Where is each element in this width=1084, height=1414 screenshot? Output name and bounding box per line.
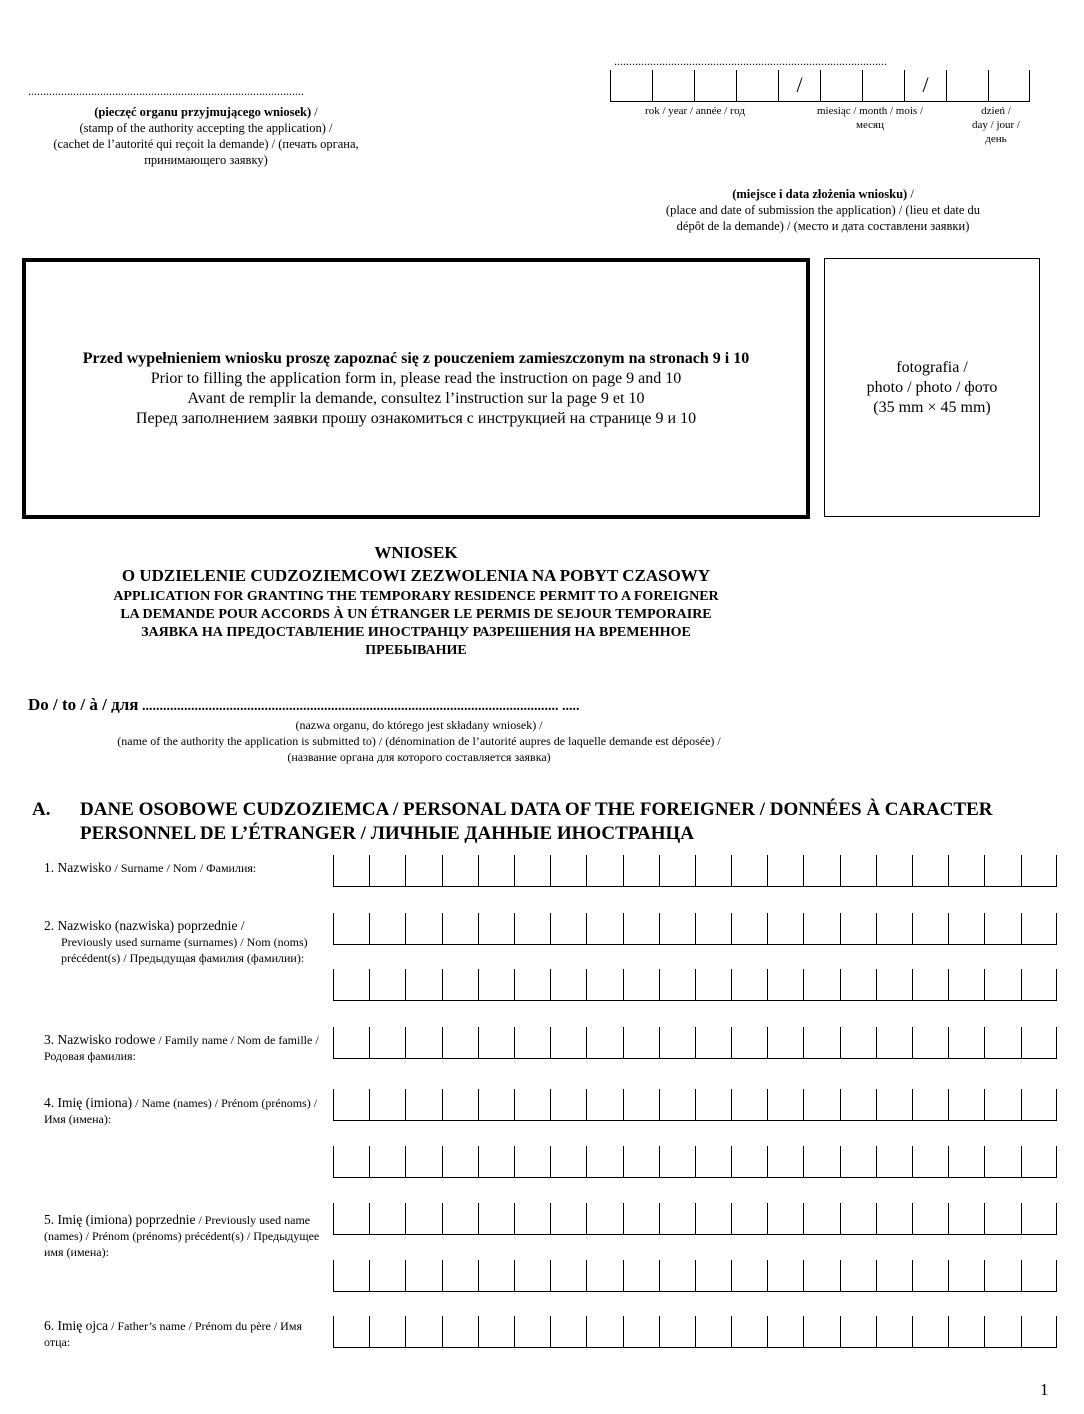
character-box[interactable] bbox=[369, 913, 405, 945]
character-box[interactable] bbox=[623, 913, 659, 945]
character-box[interactable] bbox=[623, 969, 659, 1001]
character-box[interactable] bbox=[478, 1203, 514, 1235]
authority-caption-1: (nazwa organu, do którego jest składany wniosek) / bbox=[295, 718, 543, 732]
character-box[interactable] bbox=[1021, 1146, 1057, 1178]
character-box[interactable] bbox=[695, 1089, 731, 1121]
character-box[interactable] bbox=[984, 855, 1020, 887]
character-box[interactable] bbox=[767, 1146, 803, 1178]
character-box[interactable] bbox=[912, 1146, 948, 1178]
character-box[interactable] bbox=[948, 1146, 984, 1178]
character-box[interactable] bbox=[731, 1089, 767, 1121]
character-box[interactable] bbox=[478, 1027, 514, 1059]
character-box[interactable] bbox=[876, 1260, 912, 1292]
character-box[interactable] bbox=[767, 913, 803, 945]
character-box[interactable] bbox=[478, 855, 514, 887]
authority-label: Do / to / à / для bbox=[28, 695, 139, 714]
character-box[interactable] bbox=[369, 1203, 405, 1235]
field-2-label-pl: Nazwisko (nazwiska) poprzednie / bbox=[57, 918, 245, 933]
section-a-line1: DANE OSOBOWE CUDZOZIEMCA / PERSONAL DATA OF THE FOREIGNER / DONNÉES À CARACTER bbox=[80, 799, 993, 820]
character-box[interactable] bbox=[623, 1146, 659, 1178]
character-box[interactable] bbox=[840, 1316, 876, 1348]
date-month-digit-2[interactable] bbox=[862, 70, 904, 102]
place-date-line3: dépôt de la demande) / (место и дата составлени заявки) bbox=[676, 219, 970, 233]
character-box[interactable] bbox=[550, 1203, 586, 1235]
field-1-label-rest: / Surname / Nom / Фамилия: bbox=[111, 861, 257, 875]
character-box[interactable] bbox=[369, 1260, 405, 1292]
character-box[interactable] bbox=[695, 1203, 731, 1235]
character-box[interactable] bbox=[912, 1203, 948, 1235]
character-box[interactable] bbox=[586, 969, 622, 1001]
character-box[interactable] bbox=[731, 1027, 767, 1059]
date-month-digit-1[interactable] bbox=[820, 70, 862, 102]
stamp-label bbox=[20, 104, 392, 168]
character-box[interactable] bbox=[803, 1316, 839, 1348]
page-number: 1 bbox=[1040, 1380, 1049, 1399]
character-box[interactable] bbox=[442, 913, 478, 945]
field-6-label-rest: / Father’s name / Prénom du père / Имя отца: bbox=[44, 1319, 302, 1349]
character-box[interactable] bbox=[695, 1027, 731, 1059]
character-box[interactable] bbox=[876, 969, 912, 1001]
family-name-input[interactable] bbox=[333, 1027, 1057, 1059]
character-box[interactable] bbox=[948, 969, 984, 1001]
character-box[interactable] bbox=[442, 855, 478, 887]
character-box[interactable] bbox=[478, 969, 514, 1001]
character-box[interactable] bbox=[767, 1316, 803, 1348]
character-box[interactable] bbox=[514, 1146, 550, 1178]
previous-surname-input-1[interactable] bbox=[333, 913, 1057, 945]
character-box[interactable] bbox=[550, 1146, 586, 1178]
field-4-label bbox=[44, 1095, 329, 1127]
place-date-bold: (miejsce i data złożenia wniosku) bbox=[732, 187, 908, 201]
character-box[interactable] bbox=[659, 1027, 695, 1059]
character-box[interactable] bbox=[586, 1027, 622, 1059]
character-box[interactable] bbox=[514, 1027, 550, 1059]
stamp-label-fr: (cachet de l’autorité qui reçoit la demande) / (печать органа, bbox=[53, 137, 359, 151]
date-month-label bbox=[800, 104, 940, 132]
character-box[interactable] bbox=[333, 969, 369, 1001]
date-separator-2: / bbox=[904, 70, 946, 102]
stamp-label-en: (stamp of the authority accepting the application) / bbox=[79, 121, 333, 135]
date-day-digit-2[interactable] bbox=[988, 70, 1030, 102]
character-box[interactable] bbox=[623, 1027, 659, 1059]
character-box[interactable] bbox=[659, 913, 695, 945]
form-title-ru: ЗАЯВКА НА ПРЕДОСТАВЛЕНИЕ ИНОСТРАНЦУ РАЗРЕШЕНИЯ НА ВРЕМЕННОЕ bbox=[141, 625, 691, 640]
character-box[interactable] bbox=[803, 1260, 839, 1292]
character-box[interactable] bbox=[912, 1260, 948, 1292]
character-box[interactable] bbox=[442, 1146, 478, 1178]
character-box[interactable] bbox=[405, 1027, 441, 1059]
character-box[interactable] bbox=[333, 1203, 369, 1235]
character-box[interactable] bbox=[767, 1027, 803, 1059]
field-4-number: 4. bbox=[44, 1095, 55, 1110]
character-box[interactable] bbox=[586, 1316, 622, 1348]
authority-caption bbox=[40, 717, 798, 765]
section-a-letter: A. bbox=[32, 799, 51, 820]
character-box[interactable] bbox=[912, 855, 948, 887]
section-a-line2: PERSONNEL DE L’ÉTRANGER / ЛИЧНЫЕ ДАННЫЕ ИНОСТРАНЦА bbox=[80, 823, 695, 844]
character-box[interactable] bbox=[803, 1146, 839, 1178]
place-date-sep: / bbox=[907, 187, 914, 201]
character-box[interactable] bbox=[333, 1260, 369, 1292]
photo-box[interactable] bbox=[824, 258, 1040, 517]
photo-label-2: photo / photo / фото bbox=[866, 378, 998, 396]
character-box[interactable] bbox=[1021, 1203, 1057, 1235]
character-box[interactable] bbox=[478, 1260, 514, 1292]
instruction-box bbox=[22, 258, 810, 519]
date-boxes[interactable] bbox=[610, 70, 1030, 102]
character-box[interactable] bbox=[876, 1203, 912, 1235]
character-box[interactable] bbox=[984, 969, 1020, 1001]
character-box[interactable] bbox=[659, 1146, 695, 1178]
character-box[interactable] bbox=[478, 1146, 514, 1178]
character-box[interactable] bbox=[478, 1316, 514, 1348]
character-box[interactable] bbox=[550, 969, 586, 1001]
date-dots-line: ........................................................................................... bbox=[614, 54, 887, 68]
photo-label-3: (35 mm × 45 mm) bbox=[873, 398, 991, 416]
character-box[interactable] bbox=[803, 1027, 839, 1059]
stamp-dots-line: ............................................................................................ bbox=[28, 84, 304, 98]
character-box[interactable] bbox=[442, 969, 478, 1001]
form-title-wniosek: WNIOSEK bbox=[374, 543, 458, 562]
field-6-label bbox=[44, 1318, 329, 1350]
name-input-1[interactable] bbox=[333, 1089, 1057, 1121]
character-box[interactable] bbox=[840, 913, 876, 945]
character-box[interactable] bbox=[478, 913, 514, 945]
character-box[interactable] bbox=[984, 1027, 1020, 1059]
field-4-label-pl: Imię (imiona) bbox=[57, 1095, 133, 1110]
field-1-number: 1. bbox=[44, 860, 55, 875]
character-box[interactable] bbox=[405, 969, 441, 1001]
character-box[interactable] bbox=[659, 969, 695, 1001]
character-box[interactable] bbox=[803, 1203, 839, 1235]
character-box[interactable] bbox=[405, 1316, 441, 1348]
instruction-en: Prior to filling the application form in, please read the instruction on page 9 and 10 bbox=[150, 369, 682, 387]
form-title-en: APPLICATION FOR GRANTING THE TEMPORARY RESIDENCE PERMIT TO A FOREIGNER bbox=[113, 589, 719, 604]
form-title-ru-2: ПРЕБЫВАНИЕ bbox=[365, 643, 467, 658]
form-title-fr: LA DEMANDE POUR ACCORDS À UN ÉTRANGER LE PERMIS DE SEJOUR TEMPORAIRE bbox=[120, 607, 712, 622]
character-box[interactable] bbox=[514, 913, 550, 945]
character-box[interactable] bbox=[514, 855, 550, 887]
field-6-number: 6. bbox=[44, 1318, 55, 1333]
field-4-label-rest: / Name (names) / Prénom (prénoms) / Имя (имена): bbox=[44, 1096, 318, 1126]
character-box[interactable] bbox=[442, 1203, 478, 1235]
field-3-number: 3. bbox=[44, 1032, 55, 1047]
character-box[interactable] bbox=[840, 1260, 876, 1292]
character-box[interactable] bbox=[623, 1316, 659, 1348]
stamp-label-ru: принимающего заявку) bbox=[144, 153, 268, 167]
character-box[interactable] bbox=[1021, 1260, 1057, 1292]
character-box[interactable] bbox=[803, 969, 839, 1001]
character-box[interactable] bbox=[369, 855, 405, 887]
character-box[interactable] bbox=[405, 1203, 441, 1235]
character-box[interactable] bbox=[659, 1089, 695, 1121]
character-box[interactable] bbox=[803, 913, 839, 945]
character-box[interactable] bbox=[803, 855, 839, 887]
character-box[interactable] bbox=[333, 1089, 369, 1121]
character-box[interactable] bbox=[333, 913, 369, 945]
character-box[interactable] bbox=[876, 913, 912, 945]
character-box[interactable] bbox=[586, 1089, 622, 1121]
character-box[interactable] bbox=[876, 1146, 912, 1178]
character-box[interactable] bbox=[369, 1146, 405, 1178]
character-box[interactable] bbox=[550, 1089, 586, 1121]
field-2-label-rest: Previously used surname (surnames) / Nom (noms) précédent(s) / Предыдущая фамилия (фамилии): bbox=[61, 935, 308, 965]
character-box[interactable] bbox=[731, 1203, 767, 1235]
character-box[interactable] bbox=[948, 1316, 984, 1348]
field-3-label-pl: Nazwisko rodowe bbox=[57, 1032, 156, 1047]
character-box[interactable] bbox=[767, 1203, 803, 1235]
stamp-label-bold: (pieczęć organu przyjmującego wniosek) bbox=[94, 105, 312, 119]
character-box[interactable] bbox=[948, 1260, 984, 1292]
field-5-label-pl: Imię (imiona) poprzednie bbox=[57, 1212, 196, 1227]
field-5-label bbox=[44, 1212, 329, 1260]
character-box[interactable] bbox=[442, 1316, 478, 1348]
character-box[interactable] bbox=[369, 1027, 405, 1059]
authority-dots: ....................................................................................................................... ..... bbox=[138, 699, 580, 714]
previous-name-input-1[interactable] bbox=[333, 1203, 1057, 1235]
character-box[interactable] bbox=[948, 1027, 984, 1059]
character-box[interactable] bbox=[840, 855, 876, 887]
character-box[interactable] bbox=[333, 1027, 369, 1059]
character-box[interactable] bbox=[623, 1203, 659, 1235]
character-box[interactable] bbox=[984, 913, 1020, 945]
character-box[interactable] bbox=[695, 1316, 731, 1348]
character-box[interactable] bbox=[876, 1089, 912, 1121]
character-box[interactable] bbox=[659, 1260, 695, 1292]
character-box[interactable] bbox=[586, 913, 622, 945]
character-box[interactable] bbox=[369, 1089, 405, 1121]
field-3-label bbox=[44, 1032, 329, 1064]
date-day-label-3: день bbox=[985, 133, 1007, 145]
character-box[interactable] bbox=[948, 1203, 984, 1235]
character-box[interactable] bbox=[442, 1260, 478, 1292]
character-box[interactable] bbox=[442, 1027, 478, 1059]
character-box[interactable] bbox=[550, 913, 586, 945]
date-year-label: rok / year / année / год bbox=[645, 105, 745, 117]
date-day-label bbox=[956, 104, 1036, 146]
character-box[interactable] bbox=[405, 1146, 441, 1178]
character-box[interactable] bbox=[984, 1203, 1020, 1235]
field-5-number: 5. bbox=[44, 1212, 55, 1227]
date-year-digit-1[interactable] bbox=[610, 70, 652, 102]
date-month-label-1: miesiąc / month / mois / bbox=[816, 105, 924, 117]
date-month-label-2: месяц bbox=[856, 119, 884, 131]
authority-caption-3: (название органа для которого составляется заявка) bbox=[287, 750, 551, 764]
instruction-fr: Avant de remplir la demande, consultez l’instruction sur la page 9 et 10 bbox=[187, 389, 645, 407]
character-box[interactable] bbox=[478, 1089, 514, 1121]
character-box[interactable] bbox=[333, 1316, 369, 1348]
character-box[interactable] bbox=[623, 1089, 659, 1121]
authority-caption-2: (name of the authority the application is submitted to) / (dénomination de l’autorité aupres de laquelle demande est déposée) / bbox=[117, 734, 721, 748]
stamp-label-sep: / bbox=[311, 105, 318, 119]
date-day-digit-1[interactable] bbox=[946, 70, 988, 102]
character-box[interactable] bbox=[876, 1027, 912, 1059]
character-box[interactable] bbox=[1021, 1089, 1057, 1121]
character-box[interactable] bbox=[984, 1146, 1020, 1178]
field-2-number: 2. bbox=[44, 918, 55, 933]
field-3-label-rest: / Family name / Nom de famille / Родовая фамилия: bbox=[44, 1033, 319, 1063]
form-title-pl: O UDZIELENIE CUDZOZIEMCOWI ZEZWOLENIA NA POBYT CZASOWY bbox=[121, 566, 711, 585]
field-6-label-pl: Imię ojca bbox=[57, 1318, 109, 1333]
character-box[interactable] bbox=[984, 1316, 1020, 1348]
character-box[interactable] bbox=[803, 1089, 839, 1121]
character-box[interactable] bbox=[948, 913, 984, 945]
character-box[interactable] bbox=[840, 1027, 876, 1059]
date-year-digit-4[interactable] bbox=[736, 70, 778, 102]
previous-name-input-2[interactable] bbox=[333, 1260, 1057, 1292]
character-box[interactable] bbox=[1021, 1027, 1057, 1059]
character-box[interactable] bbox=[731, 1316, 767, 1348]
field-5-label-rest: / Previously used name (names) / Prénom (prénoms) précédent(s) / Предыдущее имя (имена): bbox=[44, 1213, 320, 1259]
character-box[interactable] bbox=[369, 1316, 405, 1348]
instruction-pl: Przed wypełnieniem wniosku proszę zapoznać się z pouczeniem zamieszczonym na stronach 9 i 10 bbox=[82, 349, 750, 367]
character-box[interactable] bbox=[405, 1089, 441, 1121]
date-separator-1: / bbox=[778, 70, 820, 102]
character-box[interactable] bbox=[514, 1316, 550, 1348]
character-box[interactable] bbox=[912, 1089, 948, 1121]
authority-line[interactable] bbox=[28, 695, 808, 715]
date-day-label-2: day / jour / bbox=[972, 119, 1020, 131]
character-box[interactable] bbox=[767, 855, 803, 887]
character-box[interactable] bbox=[405, 913, 441, 945]
character-box[interactable] bbox=[405, 1260, 441, 1292]
character-box[interactable] bbox=[695, 913, 731, 945]
character-box[interactable] bbox=[840, 1089, 876, 1121]
character-box[interactable] bbox=[659, 855, 695, 887]
field-1-label bbox=[44, 860, 329, 876]
section-a-heading bbox=[32, 798, 1062, 846]
surname-input[interactable] bbox=[333, 855, 1057, 887]
character-box[interactable] bbox=[659, 1316, 695, 1348]
character-box[interactable] bbox=[586, 1203, 622, 1235]
character-box[interactable] bbox=[984, 1260, 1020, 1292]
character-box[interactable] bbox=[840, 1146, 876, 1178]
character-box[interactable] bbox=[912, 969, 948, 1001]
character-box[interactable] bbox=[767, 969, 803, 1001]
character-box[interactable] bbox=[369, 969, 405, 1001]
place-date-label bbox=[610, 186, 1036, 234]
character-box[interactable] bbox=[586, 1146, 622, 1178]
character-box[interactable] bbox=[550, 855, 586, 887]
character-box[interactable] bbox=[623, 1260, 659, 1292]
character-box[interactable] bbox=[514, 1260, 550, 1292]
character-box[interactable] bbox=[1021, 1316, 1057, 1348]
character-box[interactable] bbox=[876, 855, 912, 887]
name-input-2[interactable] bbox=[333, 1146, 1057, 1178]
father-name-input[interactable] bbox=[333, 1316, 1057, 1348]
character-box[interactable] bbox=[514, 1203, 550, 1235]
photo-label-1: fotografia / bbox=[896, 358, 968, 376]
character-box[interactable] bbox=[550, 1260, 586, 1292]
character-box[interactable] bbox=[333, 855, 369, 887]
character-box[interactable] bbox=[731, 1260, 767, 1292]
field-1-label-pl: Nazwisko bbox=[57, 860, 112, 875]
character-box[interactable] bbox=[731, 913, 767, 945]
character-box[interactable] bbox=[695, 855, 731, 887]
character-box[interactable] bbox=[695, 1260, 731, 1292]
previous-surname-input-2[interactable] bbox=[333, 969, 1057, 1001]
character-box[interactable] bbox=[1021, 855, 1057, 887]
character-box[interactable] bbox=[731, 855, 767, 887]
character-box[interactable] bbox=[948, 1089, 984, 1121]
character-box[interactable] bbox=[333, 1146, 369, 1178]
character-box[interactable] bbox=[1021, 969, 1057, 1001]
date-year-digit-3[interactable] bbox=[694, 70, 736, 102]
character-box[interactable] bbox=[767, 1089, 803, 1121]
character-box[interactable] bbox=[912, 913, 948, 945]
character-box[interactable] bbox=[731, 969, 767, 1001]
character-box[interactable] bbox=[1021, 913, 1057, 945]
character-box[interactable] bbox=[586, 1260, 622, 1292]
character-box[interactable] bbox=[948, 855, 984, 887]
character-box[interactable] bbox=[984, 1089, 1020, 1121]
date-year-digit-2[interactable] bbox=[652, 70, 694, 102]
character-box[interactable] bbox=[695, 969, 731, 1001]
character-box[interactable] bbox=[840, 969, 876, 1001]
character-box[interactable] bbox=[514, 1089, 550, 1121]
character-box[interactable] bbox=[840, 1203, 876, 1235]
character-box[interactable] bbox=[731, 1146, 767, 1178]
character-box[interactable] bbox=[442, 1089, 478, 1121]
character-box[interactable] bbox=[912, 1027, 948, 1059]
character-box[interactable] bbox=[876, 1316, 912, 1348]
character-box[interactable] bbox=[550, 1027, 586, 1059]
date-day-label-1: dzień / bbox=[981, 105, 1011, 117]
character-box[interactable] bbox=[767, 1260, 803, 1292]
character-box[interactable] bbox=[514, 969, 550, 1001]
character-box[interactable] bbox=[912, 1316, 948, 1348]
field-2-label bbox=[44, 918, 329, 966]
character-box[interactable] bbox=[695, 1146, 731, 1178]
place-date-line2: (place and date of submission the application) / (lieu et date du bbox=[665, 203, 981, 217]
character-box[interactable] bbox=[586, 855, 622, 887]
character-box[interactable] bbox=[659, 1203, 695, 1235]
instruction-ru: Перед заполнением заявки прошу ознакомиться с инструкцией на странице 9 и 10 bbox=[135, 409, 697, 427]
character-box[interactable] bbox=[623, 855, 659, 887]
character-box[interactable] bbox=[550, 1316, 586, 1348]
character-box[interactable] bbox=[405, 855, 441, 887]
